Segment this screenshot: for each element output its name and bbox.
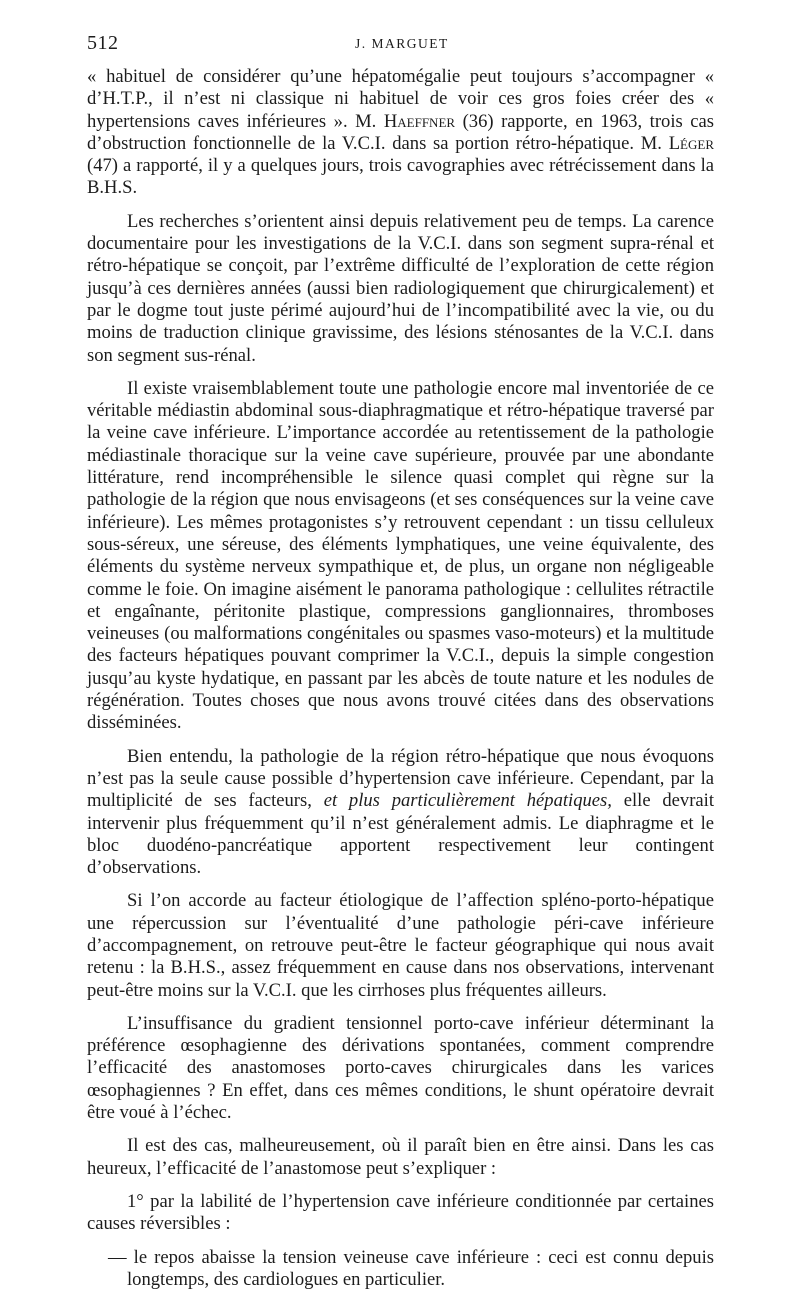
paragraph-8: 1° par la labilité de l’hypertension cave inférieure conditionnée par certaines causes réversibles : xyxy=(87,1190,714,1235)
paragraph-1-start: « habituel de considérer qu’une hépatomégalie peut toujours s’accompagner « d’H.T.P., il n’est ni classique ni habituel de voir ces gros foies créer des « hypertensions caves inférieures ». M. xyxy=(87,66,714,132)
paragraph-7: Il est des cas, malheureusement, où il paraît bien en être ainsi. Dans les cas heureux, l’efficacité de l’anastomose peut s’expliquer : xyxy=(87,1135,714,1179)
paragraph-1-middle: (36) rapporte, en 1963, trois cas d’obstruction fonctionnelle de la V.C.I. dans sa portion rétro-hépatique. M. xyxy=(87,110,714,154)
paragraph-4-emphasis: et plus particulièrement hépatiques, xyxy=(323,790,612,812)
paragraph-6: L’insuffisance du gradient tensionnel porto-cave inférieur déterminant la préférence œsophagienne des dérivations spontanées, comment comprendre l’efficacité des anastomoses porto-caves chirurgicales dans les varices œsophagiennes ? En effet, dans ces mêmes conditions, le shunt opératoire devrait être voué à l’échec. xyxy=(87,1012,714,1124)
paragraph-1 xyxy=(87,66,714,200)
author-name-leger: Léger xyxy=(668,132,714,154)
paragraph-2: Les recherches s’orientent ainsi depuis relativement peu de temps. La carence documentaire pour les investigations de la V.C.I. dans son segment supra-rénal et rétro-hépatique se conçoit, par l’extrême difficulté de l’exploration de cette région jusqu’à ces dernières années (aussi bien radiologiquement que chirurgicalement) et par le dogme tout juste périmé aujourd’hui de l’incompatibilité avec la vie, ou du moins de traduction clinique gravissime, des lésions sténosantes de la V.C.I. dans son segment sus-rénal. xyxy=(87,210,714,366)
paragraph-4-start: Bien entendu, la pathologie de la région rétro-hépatique que nous évoquons n’est pas la seule cause possible d’hypertension cave inférieure. Cependant, par la multiplicité de ses facteurs, xyxy=(87,745,714,812)
paragraph-4 xyxy=(87,746,714,880)
running-author: J. MARGUET xyxy=(355,36,449,51)
body-text xyxy=(87,66,714,1302)
paragraph-4-end: elle devrait intervenir plus fréquemment qu’il n’est généralement admis. Le diaphragme et le bloc duodéno-pancréatique apportent respectivement leur contingent d’observations. xyxy=(87,790,714,879)
author-name-haeffner: Haeffner xyxy=(383,110,456,132)
paragraph-1-end: (47) a rapporté, il y a quelques jours, trois cavographies avec rétrécissement dans la B.H.S. xyxy=(87,155,714,199)
running-head xyxy=(0,32,800,56)
list-item-dash: — le repos abaisse la tension veineuse cave inférieure : ceci est connu depuis longtemps, des cardiologues en particulier. xyxy=(108,1246,714,1290)
page-number: 512 xyxy=(87,32,119,54)
paragraph-3: Il existe vraisemblablement toute une pathologie encore mal inventoriée de ce véritable médiastin abdominal sous-diaphragmatique et rétro-hépatique traversé par la veine cave inférieure. L’importance accordée au retentissement de la pathologie médiastinale thoracique sur la veine cave supérieure, prouvée par une abondante littérature, rend incompréhensible le silence quasi complet qui règne sur la pathologie de la région que nous envisageons (et ses conséquences sur la veine cave inférieure). Les mêmes protagonistes s’y retrouvent cependant : un tissu celluleux sous-séreux, une séreuse, des éléments lymphatiques, une veine équivalente, des éléments du système nerveux sympathique et, de plus, un organe non négligeable comme le foie. On imagine aisément le panorama pathologique : cellulites rétractile et engaînante, péritonite plastique, compressions ganglionnaires, thromboses veineuses (ou malformations congénitales ou spasmes vaso-moteurs) et la multitude des facteurs hépatiques pouvant comprimer la V.C.I., depuis la simple congestion jusqu’au kyste hydatique, en passant par les abcès de toute nature et les nodules de régénération. Toutes choses que nous avons trouvé citées dans des observations disséminées. xyxy=(87,377,714,734)
paragraph-5: Si l’on accorde au facteur étiologique de l’affection spléno-porto-hépatique une répercussion sur l’éventualité d’une pathologie péri-cave inférieure d’accompagnement, on retrouve peut-être le facteur géographique qui nous avait retenu : la B.H.S., assez fréquemment en cause dans nos observations, intervenant peut-être moins sur la V.C.I. que les cirrhoses plus fréquentes ailleurs. xyxy=(87,890,714,1001)
